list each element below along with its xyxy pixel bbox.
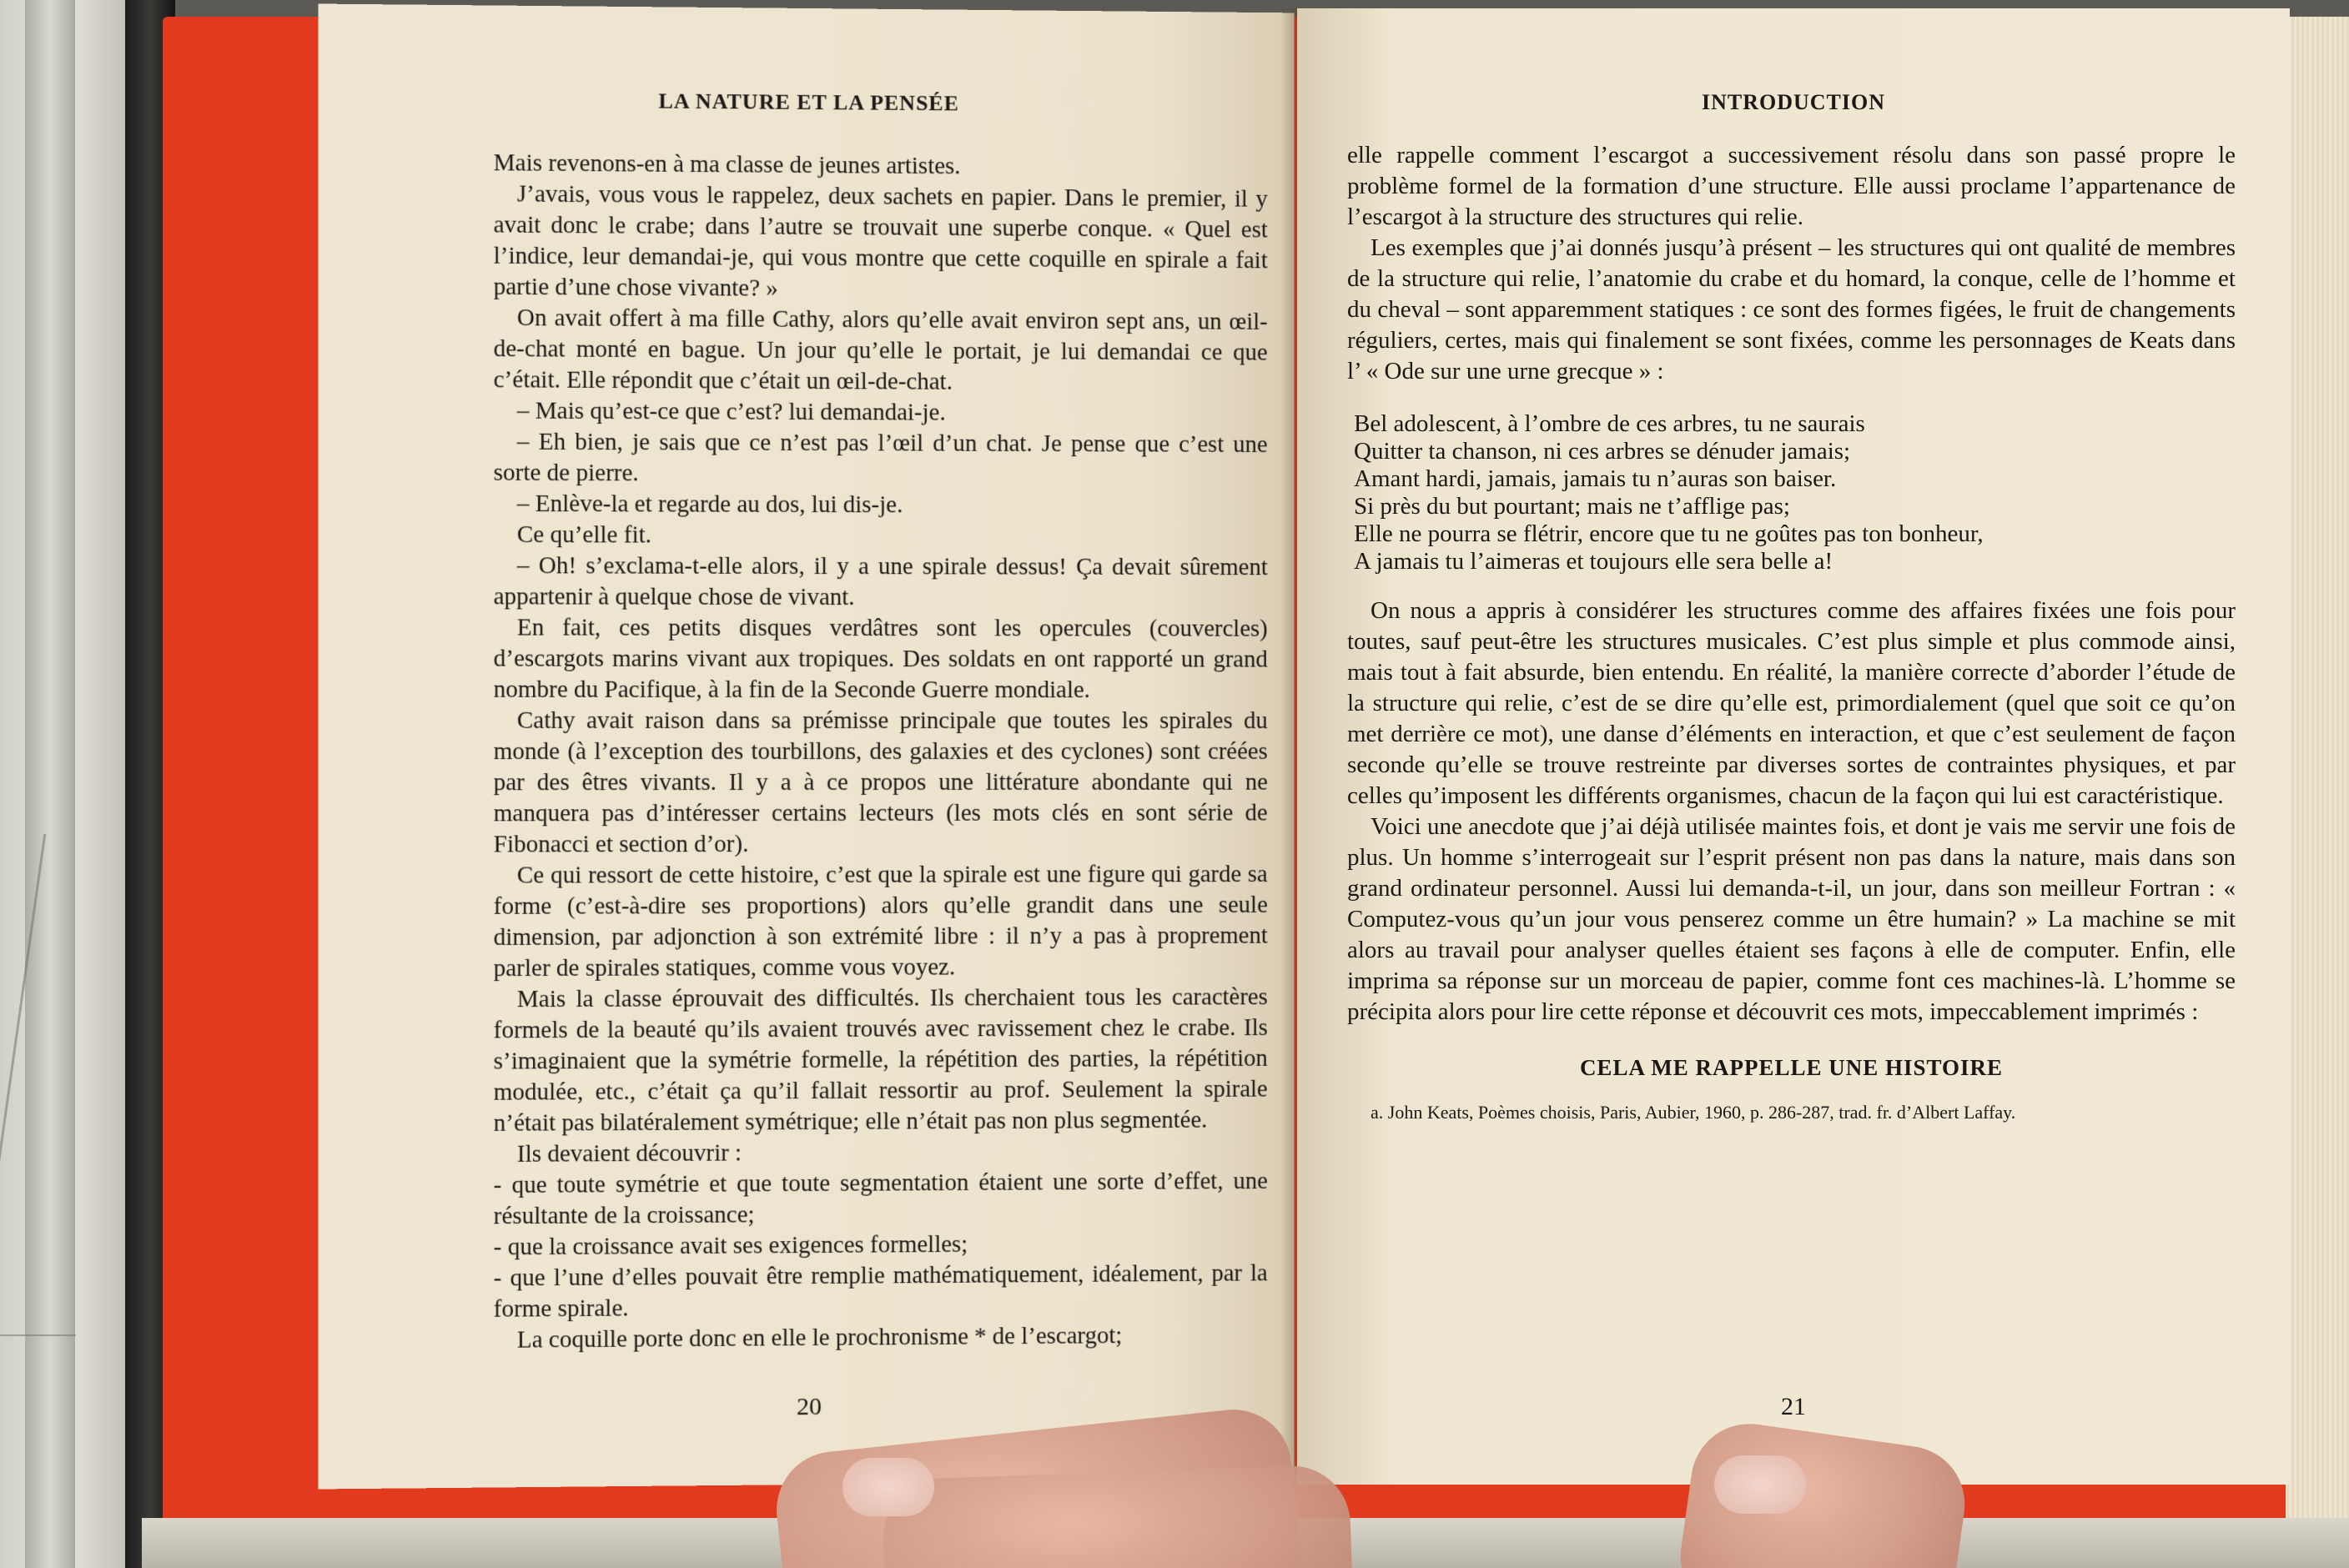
right-page-number: 21 [1781, 1393, 1806, 1420]
left-finger [882, 1464, 1355, 1568]
right-page-header: INTRODUCTION [1701, 90, 1886, 114]
page-edges [2286, 17, 2349, 1518]
section-title: CELA ME RAPPELLE UNE HISTOIRE [1579, 1055, 2004, 1080]
right-page [1297, 8, 2290, 1485]
paragraph: On avait offert à ma fille Cathy, alors qu’elle avait environ sept ans, un œil-de-chat monté en bague. Un jour qu’elle le portait, je lui demandai ce que c’était. Elle répondit que c’était un œil-de-chat. [493, 304, 1268, 395]
paragraph: – Mais qu’est-ce que c’est? lui demandai-je. [516, 397, 946, 426]
left-page-number: 20 [797, 1392, 822, 1421]
paragraph: – Oh! s’exclama-t-elle alors, il y a une spirale dessus! Ça devait sûrement appartenir à quelque chose de vivant. [493, 552, 1268, 611]
paragraph: Ce qu’elle fit. [516, 521, 651, 549]
poem-line: Si près du but pourtant; mais ne t’afflige pas; [1354, 493, 1790, 520]
list-item: - que la croissance avait ses exigences formelles; [493, 1230, 968, 1261]
left-thumbnail [843, 1458, 934, 1516]
paragraph: Mais la classe éprouvait des difficultés. Ils cherchaient tous les caractères formels de la beauté qu’ils avaient trouvés avec ravissement chez le crabe. Ils s’imaginaient que la symétrie formelle, la répétition des parties, la répétition modulée, etc., c’était ça qu’il fallait ressortir au prof. Seulement la spirale n’était pas bilatéralement symétrique; elle n’était pas non plus segmentée. [493, 983, 1268, 1137]
left-page-text [494, 148, 1268, 1356]
list-item: - que l’une d’elles pouvait être remplie mathématiquement, idéalement, par la forme spirale. [493, 1259, 1268, 1323]
paragraph: – Eh bien, je sais que ce n’est pas l’œil d’un chat. Je pense que c’est une sorte de pierre. [493, 428, 1268, 487]
paragraph: En fait, ces petits disques verdâtres sont les opercules (couvercles) d’escargots marins vivant aux tropiques. Des soldats en ont rapporté un grand nombre du Pacifique, à la fin de la Seconde Guerre mondiale. [493, 614, 1268, 704]
paragraph: La coquille porte donc en elle le prochronisme * de l’escargot; [516, 1322, 1123, 1354]
paragraph: Mais revenons-en à ma classe de jeunes artistes. [493, 149, 961, 180]
paragraph: – Enlève-la et regarde au dos, lui dis-je. [516, 490, 903, 519]
left-page [319, 4, 1295, 1490]
paragraph: On nous a appris à considérer les structures comme des affaires fixées une fois pour toutes, sauf peut-être les structures musicales. C’est plus simple et plus commode ainsi, mais tout à fait absurde, bien entendu. En réalité, la manière correcte d’aborder l’étude de la structure qui relie, c’est de se dire qu’elle est, primordialement (quel que soit ce qu’on met derrière ce mot), une danse d’éléments en interaction, et que c’est seulement de façon seconde qu’elle se trouve restreinte par diverses sortes de contraintes physiques, et par celles qu’imposent les différents organismes, chacun de la façon qui lui est caractéristique. [1347, 597, 2236, 809]
right-page-text [1347, 140, 2236, 1123]
paragraph: Ce qui ressort de cette histoire, c’est que la spirale est une figure qui garde sa forme (c’est-à-dire ses proportions) alors qu’elle grandit dans une seule dimension, par adjonction à son extrémité libre : il n’y a pas à proprement parler de spirales statiques, comme vous voyez. [493, 861, 1268, 983]
right-thumbnail [1714, 1455, 1806, 1514]
poem-line: A jamais tu l’aimeras et toujours elle sera belle a! [1354, 548, 1833, 575]
poem-line: Amant hardi, jamais, jamais tu n’auras son baiser. [1354, 465, 1837, 492]
left-page-header: LA NATURE ET LA PENSÉE [658, 88, 959, 116]
paragraph: Les exemples que j’ai donnés jusqu’à présent – les structures qui ont qualité de membres de la structure qui relie, l’anatomie du crabe et du homard, la conque, celle de l’homme et du cheval – sont apparemment statiques : ce sont des formes figées, le fruit de changements réguliers, certes, mais qui finalement se sont fixées, comme les personnages de Keats dans l’ « Ode sur une urne grecque » : [1347, 234, 2236, 384]
paragraph: J’avais, vous vous le rappelez, deux sachets en papier. Dans le premier, il y avait donc le crabe; dans l’autre se trouvait une superbe conque. « Quel est l’indice, leur demandai-je, qui vous montre que cette coquille en spirale a fait partie d’une chose vivante? » [493, 180, 1268, 302]
poem-line: Quitter ta chanson, ni ces arbres se dénuder jamais; [1354, 438, 1851, 465]
poem-line: Elle ne pourra se flétrir, encore que tu ne goûtes pas ton bonheur, [1354, 520, 1984, 547]
paragraph: elle rappelle comment l’escargot a successivement résolu dans son passé propre le problème formel de la formation d’une structure. Elle aussi proclame l’appartenance de l’escargot à la structure des structures qui relie. [1347, 142, 2236, 230]
paragraph: Cathy avait raison dans sa prémisse principale que toutes les spirales du monde (à l’exception des tourbillons, des galaxies et des cyclones) sont créées par des êtres vivants. Il y a à ce propos une littérature abondante qui ne manquera pas d’intéresser certains lecteurs (les mots clés en sont série de Fibonacci et section d’or). [493, 706, 1268, 858]
footnote: a. John Keats, Poèmes choisis, Paris, Aubier, 1960, p. 286-287, trad. fr. d’Albert Laffay. [1371, 1102, 2016, 1123]
paragraph: Voici une anecdote que j’ai déjà utilisée maintes fois, et dont je vais me servir une fois de plus. Un homme s’interrogeait sur l’esprit présent non pas dans la nature, mais dans son grand ordinateur personnel. Aussi lui demanda-t-il, un jour, dans son meilleur Fortran : « Computez-vous qu’un jour vous penserez comme un être humain? » La machine se mit alors au travail pour analyser quelles étaient ses façons à elle de computer. Enfin, elle imprima sa réponse sur un morceau de papier, comme font ces machines-là. L’homme se précipita alors pour lire cette réponse et découvrit ces mots, impeccablement imprimés : [1347, 813, 2236, 1025]
paragraph: Ils devaient découvrir : [516, 1139, 742, 1168]
poem-line: Bel adolescent, à l’ombre de ces arbres, tu ne saurais [1354, 410, 1865, 437]
list-item: - que toute symétrie et que toute segmentation étaient une sorte d’effet, une résultante de la croissance; [493, 1168, 1268, 1230]
poem [1354, 410, 2236, 575]
